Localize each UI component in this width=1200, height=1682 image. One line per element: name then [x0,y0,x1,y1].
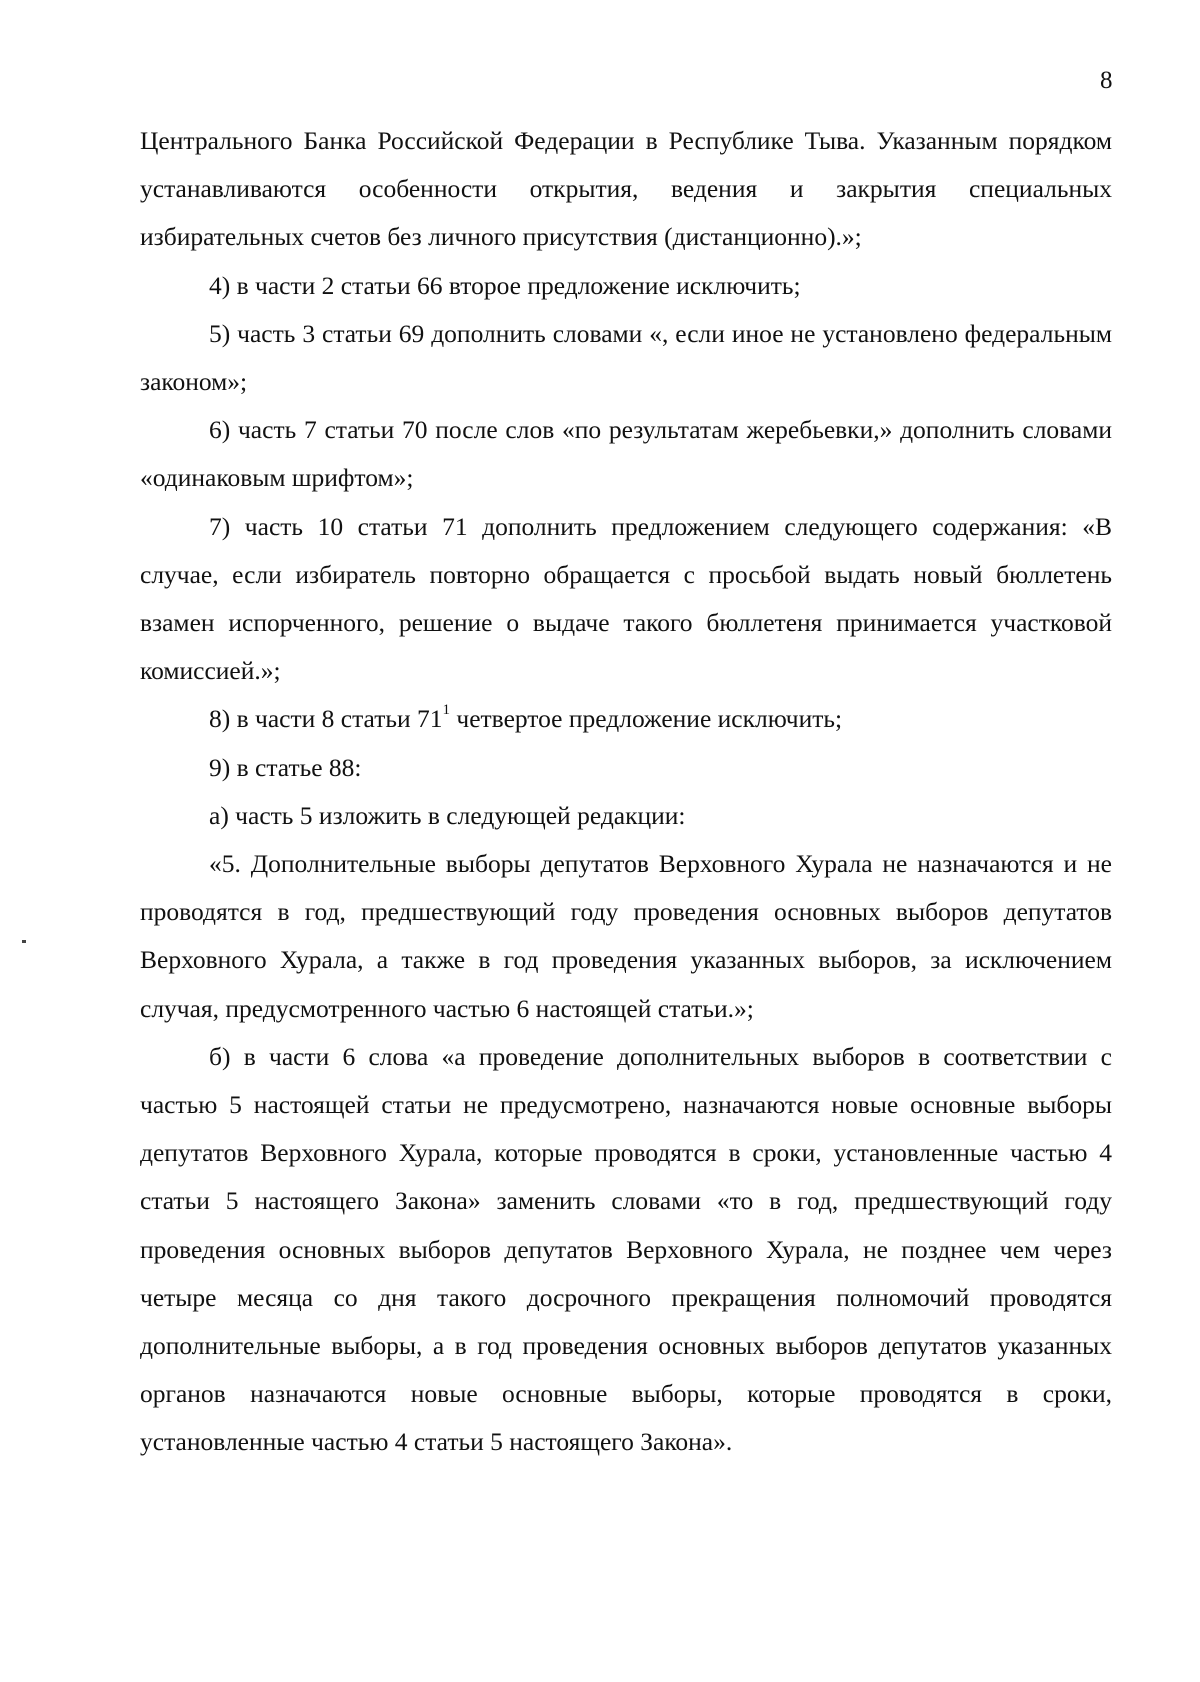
page-number: 8 [1100,67,1113,94]
paragraph-3: 5) часть 3 статьи 69 дополнить словами «, если иное не установлено федеральным законом»; [140,318,1112,397]
paragraph-6-after: четвертое предложение исключить; [450,704,843,734]
paragraph-7: 9) в статье 88: [209,752,362,782]
paragraph-9: «5. Дополнительные выборы депутатов Верховного Хурала не назначаются и не проводятся в год, предшествующий году проведения основных выборов депутатов Верховного Хурала, а также в год проведения указанных выборов, за исключением случая, предусмотренного частью 6 настоящей статьи.»; [140,849,1112,1023]
paragraph-8: а) часть 5 изложить в следующей редакции: [209,800,686,830]
paragraph-2: 4) в части 2 статьи 66 второе предложение исключить; [209,270,801,300]
paragraph-4: 6) часть 7 статьи 70 после слов «по результатам жеребьевки,» дополнить словами «одинаковым шрифтом»; [140,415,1112,493]
paragraph-1: Центрального Банка Российской Федерации в Республике Тыва. Указанным порядком устанавливаются особенности открытия, ведения и закрытия специальных избирательных счетов без личного присутствия (дистанционно).»; [140,126,1112,252]
document-body [140,117,1112,1467]
paragraph-6 [140,695,1112,743]
scan-speck [22,940,26,943]
paragraph-5: 7) часть 10 статьи 71 дополнить предложением следующего содержания: «В случае, если избиратель повторно обращается с просьбой выдать новый бюллетень взамен испорченного, решение о выдаче такого бюллетеня принимается участковой комиссией.»; [140,511,1112,686]
superscript-one: 1 [442,702,451,719]
paragraph-6-before: 8) в части 8 статьи 71 [209,704,443,734]
paragraph-10: б) в части 6 слова «а проведение дополнительных выборов в соответствии с частью 5 настоящей статьи не предусмотрено, назначаются новые основные выборы депутатов Верховного Хурала, которые проводятся в сроки, установленные частью 4 статьи 5 настоящего Закона» заменить словами «то в год, предшествующий году проведения основных выборов депутатов Верховного Хурала, не позднее чем через четыре месяца со дня такого досрочного прекращения полномочий проводятся дополнительные выборы, а в год проведения основных выборов депутатов указанных органов назначаются новые основные выборы, которые проводятся в сроки, установленные частью 4 статьи 5 настоящего Закона». [140,1041,1112,1457]
